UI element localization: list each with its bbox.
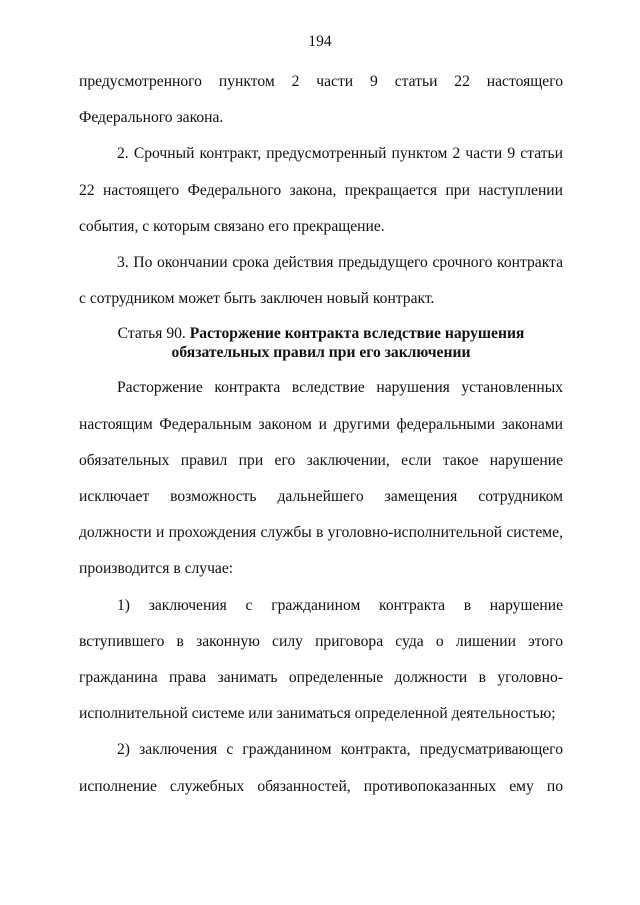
paragraph: предусмотренного пунктом 2 части 9 статьи 22 настоящего Федерального закона.: [79, 73, 563, 127]
article-title-line-2: обязательных правил при его заключении: [171, 344, 471, 362]
page-number: 194: [308, 33, 332, 50]
article-label: Статья 90.: [117, 325, 186, 343]
document-body: [79, 64, 563, 805]
article-title-line-1: Расторжение контракта вследствие нарушения: [189, 325, 525, 343]
article-heading: [79, 324, 563, 362]
paragraph: 1) заключения с гражданином контракта в нарушение вступившего в законную силу приговора суда о лишении этого гражданина права занимать определенные должности в уголовно-исполнительной системе или заниматься определенной деятельностью;: [79, 596, 563, 723]
paragraph: Расторжение контракта вследствие нарушения установленных настоящим Федеральным законом и другими федеральными законами обязательных правил при его заключении, если такое нарушение исключает возможность дальнейшего замещения сотрудником должности и прохождения службы в уголовно-исполнительной системе, производится в случае:: [79, 379, 563, 578]
paragraph: 3. По окончании срока действия предыдущего срочного контракта с сотрудником может быть заключен новый контракт.: [79, 254, 563, 308]
paragraph: 2) заключения с гражданином контракта, предусматривающего исполнение служебных обязанностей, противопоказанных ему по: [79, 741, 563, 795]
paragraph: 2. Срочный контракт, предусмотренный пунктом 2 части 9 статьи 22 настоящего Федерального закона, прекращается при наступлении события, с которым связано его прекращение.: [79, 145, 563, 235]
